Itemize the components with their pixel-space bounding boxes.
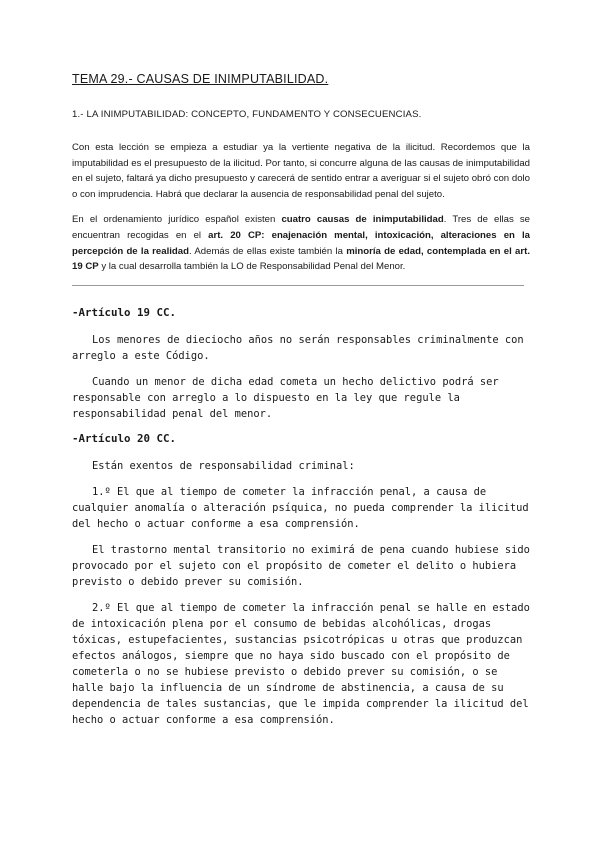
article-19-paragraph-2: Cuando un menor de dicha edad cometa un hecho delictivo podrá ser responsable con arreglo a lo dispuesto en la ley que regule la responsabilidad penal del menor. [72,375,499,420]
article-19-heading: -Artículo 19 CC. [72,305,177,319]
article-20-paragraph-1: Están exentos de responsabilidad criminal: [92,459,355,472]
causes-bold-3: minoría de edad, contemplada en el art. 19 CP [72,245,530,273]
causes-bold-2: art. 20 CP: enajenación mental, intoxicación, alteraciones en la percepción de la realidad [72,229,530,257]
section-divider [72,285,524,286]
article-20-paragraph-4: 2.º El que al tiempo de cometer la infracción penal se halle en estado de intoxicación plena por el consumo de bebidas alcohólicas, drogas tóxicas, estupefacientes, sustancias psicotrópicas u otras que produzcan efectos análogos, siempre que no haya sido buscado con el propósito de cometerla o no se hubiese previsto o debido prever su comisión, o se halle bajo la influencia de un síndrome de abstinencia, a causa de su dependencia de tales sustancias, que le impida comprender la ilicitud del hecho o actuar conforme a esa comprensión. [72,601,530,726]
article-20-paragraph-2: 1.º El que al tiempo de cometer la infracción penal, a causa de cualquier anomalía o alteración psíquica, no pueda comprender la ilicitud del hecho o actuar conforme a esa comprensión. [72,485,529,530]
causes-text-4: y la cual desarrolla también la LO de Responsabilidad Penal del Menor. [98,261,406,273]
document-title: TEMA 29.- CAUSAS DE INIMPUTABILIDAD. [72,72,329,86]
causes-paragraph [72,212,530,274]
intro-paragraph: Con esta lección se empieza a estudiar ya la vertiente negativa de la ilicitud. Recordemos que la imputabilidad es el presupuesto de la ilicitud. Por tanto, si concurre alguna de las causas de inimputabilidad en el sujeto, faltará ya dicho presupuesto y carecerá de sentido entrar a averiguar si el sujeto obró con dolo o con imprudencia. Habrá que declarar la ausencia de responsabilidad penal del sujeto. [72,142,530,200]
article-20-paragraph-3: El trastorno mental transitorio no eximirá de pena cuando hubiese sido provocado por el sujeto con el propósito de cometer el delito o hubiera previsto o debido prever su comisión. [72,543,530,588]
section-heading: 1.- LA INIMPUTABILIDAD: CONCEPTO, FUNDAMENTO Y CONSECUENCIAS. [72,109,422,120]
causes-bold-1: cuatro causas de inimputabilidad [281,214,444,226]
article-19-paragraph-1: Los menores de dieciocho años no serán responsables criminalmente con arreglo a este Código. [72,333,524,362]
causes-text-3: . Además de ellas existe también la [188,245,347,257]
causes-text-1: En el ordenamiento jurídico español existen [72,214,282,226]
article-20-heading: -Artículo 20 CC. [72,431,177,445]
causes-text-2: . Tres de ellas se encuentran recogidas en el [72,214,531,241]
